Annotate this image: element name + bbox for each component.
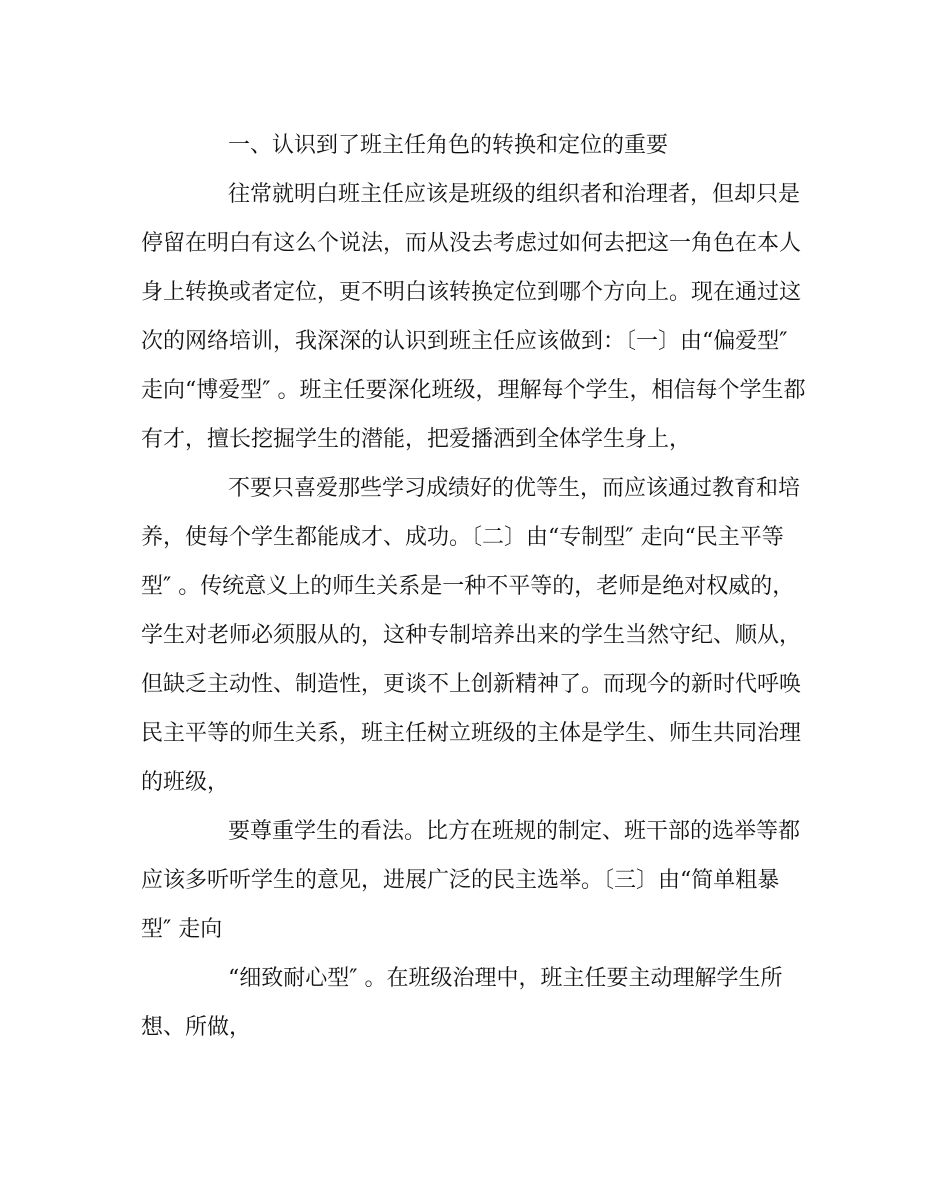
paragraph-2-line-1: 不要只喜爱那些学习成绩好的优等生，而应该通过教育和培 <box>228 476 801 501</box>
paragraph-3-line-2: 应该多听听学生的意见，进展广泛的民主选举。〔三〕由“简单粗暴 <box>141 868 780 893</box>
paragraph-4-line-2: 想、所做， <box>141 1015 252 1040</box>
paragraph-2-line-5: 但缺乏主动性、制造性，更谈不上创新精神了。而现今的新时代呼唤 <box>141 672 802 697</box>
paragraph-2-line-6: 民主平等的师生关系，班主任树立班级的主体是学生、师生共同治理 <box>141 721 802 746</box>
paragraph-4-line-1: “细致耐心型″ 。在班级治理中，班主任要主动理解学生所 <box>228 966 783 991</box>
paragraph-1-line-1: 往常就明白班主任应该是班级的组织者和治理者，但却只是 <box>228 182 801 207</box>
paragraph-1-line-4: 次的网络培训，我深深的认识到班主任应该做到：〔一〕由“偏爱型″ <box>141 329 788 354</box>
paragraph-3-line-1: 要尊重学生的看法。比方在班规的制定、班干部的选举等都 <box>228 819 801 844</box>
paragraph-2-line-7: 的班级， <box>141 770 230 795</box>
section-heading: 一、认识到了班主任角色的转换和定位的重要 <box>228 133 669 158</box>
paragraph-2-line-4: 学生对老师必须服从的，这种专制培养出来的学生当然守纪、顺从， <box>141 623 802 648</box>
paragraph-1-line-6: 有才，擅长挖掘学生的潜能，把爱播洒到全体学生身上， <box>141 427 692 452</box>
paragraph-3-line-3: 型″ 走向 <box>141 917 223 942</box>
paragraph-2-line-2: 养，使每个学生都能成才、成功。〔二〕由“专制型″ 走向“民主平等 <box>141 525 784 550</box>
paragraph-1-line-2: 停留在明白有这么个说法，而从没去考虑过如何去把这一角色在本人 <box>141 231 802 256</box>
paragraph-1-line-5: 走向“博爱型″ 。班主任要深化班级，理解每个学生，相信每个学生都 <box>141 378 806 403</box>
paragraph-1-line-3: 身上转换或者定位，更不明白该转换定位到哪个方向上。现在通过这 <box>141 280 802 305</box>
paragraph-2-line-3: 型″ 。传统意义上的师生关系是一种不平等的，老师是绝对权威的， <box>141 574 795 599</box>
